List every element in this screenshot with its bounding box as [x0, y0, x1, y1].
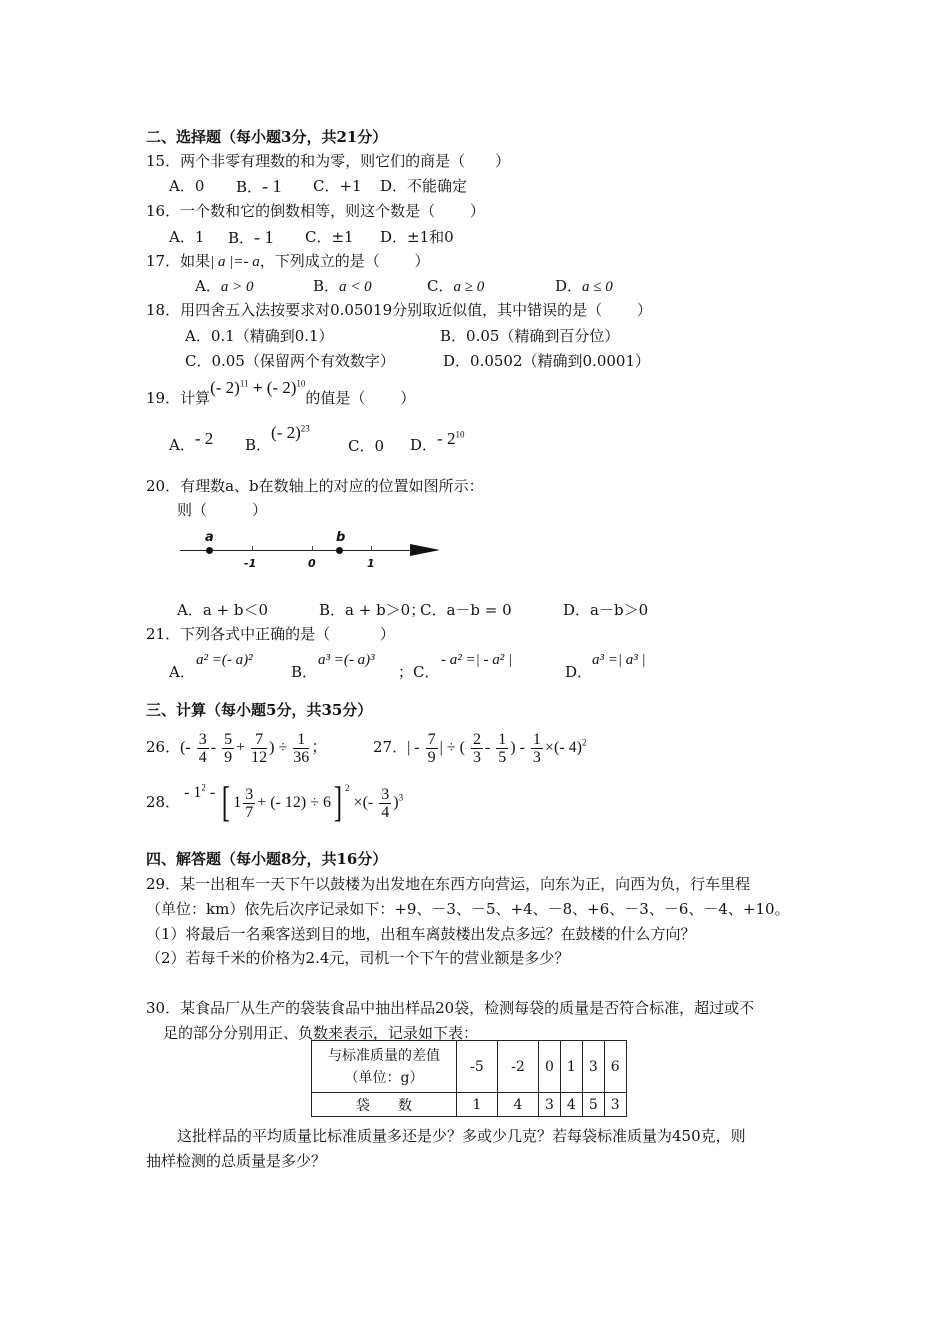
- q30-table: [311, 1040, 627, 1117]
- q20-option-c: C．a－b = 0: [420, 601, 512, 619]
- table-cell: -5: [457, 1041, 498, 1093]
- q16-option-c: C．±1: [305, 228, 354, 246]
- table-cell: 3: [539, 1093, 561, 1117]
- number-line-axis: [180, 550, 420, 551]
- point-a: [206, 547, 213, 554]
- q17-option-c: C．a ≥ 0: [427, 277, 485, 295]
- q21-option-a-label: A．: [169, 663, 195, 681]
- table-cell: 4: [560, 1093, 582, 1117]
- q18-option-c: C．0.05（保留两个有效数字）: [185, 352, 395, 370]
- q29-part-1: （1）将最后一名乘客送到目的地，出租车离鼓楼出发点多远？在鼓楼的什么方向？: [146, 925, 696, 943]
- q21-option-c-label: ；C．: [398, 663, 440, 681]
- q30-line-1: 30．某食品厂从生产的袋装食品中抽出样品20袋，检测每袋的质量是否符合标准，超过或不: [146, 999, 755, 1017]
- table-cell: 5: [582, 1093, 604, 1117]
- table-cell: 1: [560, 1041, 582, 1093]
- table-cell: 1: [457, 1093, 498, 1117]
- table-cell: 0: [539, 1041, 561, 1093]
- q19-stem: 19．计算(- 2)$^{11}$ + (- 2)$^{10}$的值是（ ）: [146, 378, 416, 407]
- table-cell: 4: [498, 1093, 539, 1117]
- point-b: [336, 547, 343, 554]
- q17-option-a: A．a > 0: [195, 277, 254, 295]
- q26-expression: 26．(- $\frac{3}{4}$ - $\frac{5}{9}$ + $\frac{7}{12}$ ) ÷ $\frac{1}{36}$ ；: [146, 730, 328, 766]
- label-one: 1: [367, 557, 375, 570]
- table-cell: 6: [604, 1041, 626, 1093]
- q21-option-c: - a² =| - a² |: [441, 652, 513, 668]
- label-a: a: [205, 530, 214, 545]
- q17-option-b: B．a < 0: [313, 277, 372, 295]
- table-row: [312, 1093, 627, 1117]
- q21-option-d-label: D．: [565, 663, 593, 681]
- q27-expression: 27．| - $\frac{7}{9}$ | ÷ ( $\frac{2}{3}$ - $\frac{1}{5}$ ) - $\frac{1}{3}$ ×(- 4)$^2$: [373, 730, 587, 766]
- q28-expression: 28． - $1^2$ - [ 1 $\frac{3}{7}$ + (- 12) ÷ 6] $^2$ ×(- $\frac{3}{4}$ )$^3$: [146, 780, 404, 827]
- tick-minus-one: [252, 546, 253, 551]
- q15-option-b: B．- 1: [236, 176, 282, 196]
- table-cell: 3: [582, 1041, 604, 1093]
- q20-then: 则（ ）: [177, 501, 268, 519]
- q21-stem: 21．下列各式中正确的是（ ）: [146, 625, 395, 643]
- q20-option-b: B．a + b＞0；: [319, 601, 426, 619]
- q18-stem: 18．用四舍五入法按要求对0.05019分别取近似值，其中错误的是（ ）: [146, 301, 652, 319]
- section-4-title: 四、解答题（每小题8分，共16分）: [146, 850, 388, 868]
- q29-line-2: （单位：km）依先后次序记录如下：+9、－3、－5、+4、－8、+6、－3、－6、－4、+10。: [146, 900, 790, 918]
- table-header-cell: 与标准质量的差值 （单位：g）: [312, 1041, 457, 1093]
- q18-option-d: D．0.0502（精确到0.0001）: [443, 352, 650, 370]
- label-zero: 0: [308, 557, 316, 570]
- q15-option-c: C．+1: [313, 177, 362, 195]
- q15-option-d: D．不能确定: [380, 177, 468, 195]
- label-minus-one: -1: [244, 557, 257, 570]
- q20-option-a: A．a + b＜0: [177, 601, 269, 619]
- q21-option-a: a² =(- a)²: [196, 652, 253, 668]
- table-cell: 3: [604, 1093, 626, 1117]
- label-b: b: [336, 530, 346, 545]
- table-row: [312, 1041, 627, 1093]
- q21-option-b: a³ =(- a)³: [318, 652, 375, 668]
- section-3-title: 三、计算（每小题5分，共35分）: [146, 701, 373, 719]
- q17-stem: 17．如果| a |=- a，下列成立的是（ ）: [146, 252, 430, 270]
- q19-option-d: D．- $2^{10}$: [410, 429, 465, 454]
- q18-option-a: A．0.1（精确到0.1）: [185, 327, 334, 345]
- q15-stem: 15．两个非零有理数的和为零，则它们的商是（ ）: [146, 152, 511, 170]
- q20-stem: 20．有理数a、b在数轴上的对应的位置如图所示：: [146, 477, 484, 495]
- table-header-cell: 袋 数: [312, 1093, 457, 1117]
- q19-option-c: C．0: [348, 437, 385, 455]
- q21-option-d: a³ =| a³ |: [592, 652, 646, 668]
- tick-zero: [312, 546, 313, 551]
- q19-option-b: B．(- 2)$^{23}$: [245, 423, 310, 454]
- q30-line-2: 足的部分分别用正、负数来表示，记录如下表：: [163, 1024, 479, 1042]
- q16-option-b: B．- 1: [228, 227, 274, 247]
- q19-option-a: A．- 2: [169, 429, 214, 454]
- q29-line-1: 29．某一出租车一天下午以鼓楼为出发地在东西方向营运，向东为正，向西为负，行车里程: [146, 875, 751, 893]
- q16-option-d: D．±1和0: [380, 228, 454, 246]
- tick-one: [371, 546, 372, 551]
- table-cell: -2: [498, 1041, 539, 1093]
- number-line-arrow: [410, 544, 440, 556]
- q30-line-4: 抽样检测的总质量是多少？: [146, 1152, 327, 1170]
- q21-option-b-label: B．: [291, 663, 318, 681]
- section-2-title: 二、选择题（每小题3分，共21分）: [146, 128, 388, 146]
- q17-option-d: D．a ≤ 0: [555, 277, 613, 295]
- q29-part-2: （2）若每千米的价格为2.4元，司机一个下午的营业额是多少？: [146, 949, 570, 967]
- q30-line-3: 这批样品的平均质量比标准质量多还是少？多或少几克？若每袋标准质量为450克，则: [177, 1127, 746, 1145]
- q18-option-b: B．0.05（精确到百分位）: [440, 327, 620, 345]
- q16-option-a: A．1: [169, 228, 205, 246]
- q20-option-d: D．a－b＞0: [563, 601, 649, 619]
- q15-option-a: A．0: [169, 177, 205, 195]
- q16-stem: 16．一个数和它的倒数相等，则这个数是（ ）: [146, 202, 485, 220]
